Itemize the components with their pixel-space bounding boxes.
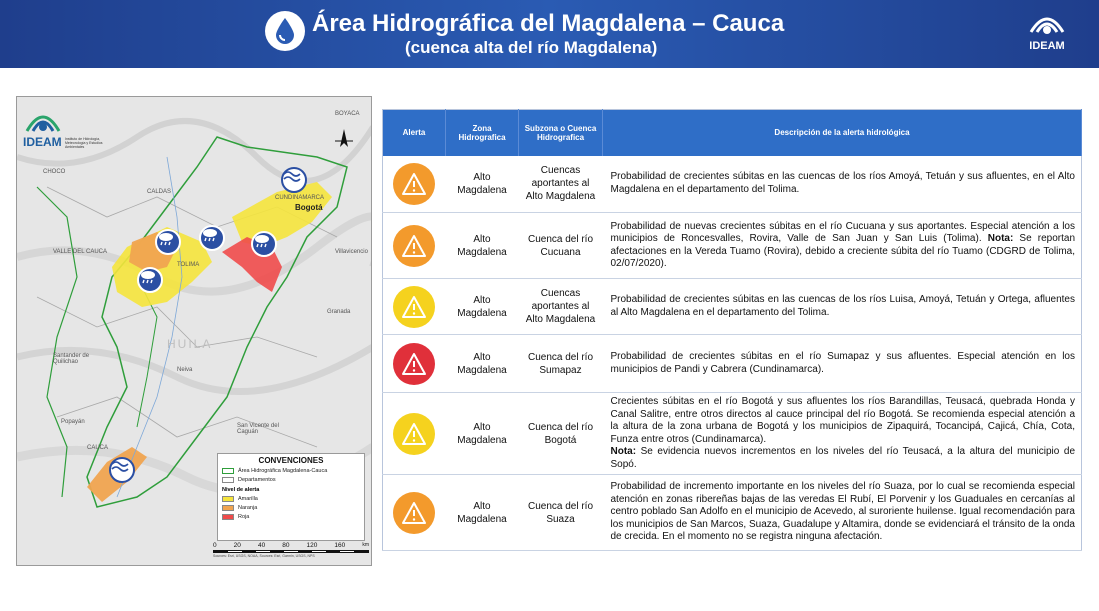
map-label-granada: Granada: [327, 309, 351, 315]
warning-icon: [393, 163, 435, 205]
description-cell: [603, 393, 1082, 475]
warning-icon: [393, 286, 435, 328]
description-cell: [603, 279, 1082, 335]
legend-swatch-naranja: [222, 505, 234, 511]
map-label-cundinamarca: CUNDINAMARCA: [275, 195, 325, 201]
description-text: Probabilidad de crecientes súbitas en las cuencas de los ríos Luisa, Amoyá, Tetuán y Ortega, afluentes al Alto Magdalena en el departamento del Tolima.: [610, 294, 1075, 318]
alert-table-grid: [382, 109, 1082, 551]
description-cell: [603, 156, 1082, 213]
header-alert: Alerta: [383, 110, 446, 156]
legend-level-title: Nivel de alerta: [222, 487, 260, 493]
alert-cell: [383, 335, 446, 393]
page-title: Área Hidrográfica del Magdalena – Cauca: [312, 10, 785, 37]
alert-cell: [383, 156, 446, 213]
table-row: [383, 279, 1082, 335]
header-subzone: Subzona o Cuenca Hidrografica: [519, 110, 603, 156]
ideam-logo-text: IDEAM: [1029, 40, 1065, 52]
description-text: Probabilidad de incremento importante en los niveles del río Suaza, por lo cual se recomienda especial atención en zonas ribereñas bajas de las veredas El Rubí, El Porvenir y los Guaduales en cercanías al centro poblado San Adolfo en el municipio de Acevedo, al suroriente huilense. Igual recomendación para los municipios de San Marcos, Suaza, Guadalupe y Altamira, donde se evidenciará el tránsito de la onda de crecida. En el momento no se registra ninguna afectación.: [610, 481, 1075, 543]
legend-item-naranja: [222, 505, 360, 511]
legend-item-departments: [222, 477, 360, 483]
header-description: Descripción de la alerta hidrológica: [603, 110, 1082, 156]
legend-label-amarilla: Amarilla: [238, 496, 258, 502]
table-row: [383, 475, 1082, 551]
scale-tick: 20: [233, 542, 241, 549]
legend-swatch-area: [222, 468, 234, 474]
scale-tick: 160: [334, 542, 346, 549]
map-scale-bar: [213, 542, 369, 564]
note-label: Nota:: [987, 233, 1014, 244]
map-label-caldas: CALDAS: [147, 189, 172, 195]
map-source-credit: Sources: Esri, USGS, NOAA, Sources: Esri, Garmin, USGS, NPS: [213, 554, 315, 558]
warning-icon: [393, 492, 435, 534]
warning-icon: [393, 413, 435, 455]
scale-unit: km: [362, 542, 369, 548]
note-label: Nota:: [610, 446, 637, 457]
alert-cell: [383, 213, 446, 279]
rain-cloud-icon: [137, 267, 163, 293]
subzone-cell: Cuenca del río Suaza: [519, 475, 603, 551]
legend-label-naranja: Naranja: [238, 505, 258, 511]
legend-item-amarilla: [222, 496, 360, 502]
subzone-cell: Cuenca del río Bogotá: [519, 393, 603, 475]
map-label-neiva: Neiva: [177, 367, 193, 373]
map-logo-word: IDEAM: [23, 135, 62, 149]
warning-icon: [393, 225, 435, 267]
subzone-cell: Cuencas aportantes al Alto Magdalena: [519, 156, 603, 213]
table-row: [383, 213, 1082, 279]
map-label-huila: HUILA: [167, 337, 213, 351]
map-label-cauca: CAUCA: [87, 445, 109, 451]
description-cell: [603, 335, 1082, 393]
flood-warning-icon: [281, 167, 307, 193]
header-zone: Zona Hidrografica: [446, 110, 519, 156]
description-text: Probabilidad de nuevas crecientes súbitas en el río Cucuana y sus aportantes. Especial atención a los municipios de Roncesvalles, Rovira, Valle de San Juan y San Luis (Tolima).: [610, 220, 1075, 244]
description-text: Crecientes súbitas en el río Bogotá y sus afluentes los ríos Barandillas, Teusacá, quebrada Honda y Canal Salitre, entre otros directos al cauce principal del río Bogotá. Se recomienda especial atención a la altura de la zona urbana de Bogotá y los municipios de Zipaquirá, Tocancipá, Cajicá, Chía, Cota, Funza entre otros (Cundinamarca).: [610, 396, 1075, 445]
map-label-santander: Santander de Quilichao: [53, 353, 90, 365]
zone-cell: Alto Magdalena: [446, 335, 519, 393]
legend-label-departments: Departamentos: [238, 477, 276, 483]
water-drop-icon: [265, 11, 305, 51]
alert-cell: [383, 475, 446, 551]
map-label-san-vicente: San Vicente del Caguán: [237, 423, 279, 435]
description-text: Probabilidad de crecientes súbitas en el río Sumapaz y sus afluentes. Especial atención en los municipios de Pandi y Cabrera (Cundinamarca).: [610, 351, 1075, 375]
map-label-villavicencio: Villavicencio: [335, 249, 368, 255]
table-row: [383, 156, 1082, 213]
legend-label-roja: Roja: [238, 514, 250, 520]
north-arrow-icon: [333, 127, 355, 155]
map-ideam-logo-icon: [23, 103, 63, 137]
subzone-cell: Cuenca del río Cucuana: [519, 213, 603, 279]
ideam-logo-icon: [1027, 12, 1067, 38]
zone-cell: Alto Magdalena: [446, 393, 519, 475]
legend-swatch-departments: [222, 477, 234, 483]
rain-cloud-icon: [251, 231, 277, 257]
scale-tick: 80: [282, 542, 290, 549]
legend-swatch-amarilla: [222, 496, 234, 502]
table-row: [383, 393, 1082, 475]
flood-warning-icon: [109, 457, 135, 483]
zone-cell: Alto Magdalena: [446, 475, 519, 551]
legend-item-area: [222, 468, 360, 474]
zone-cell: Alto Magdalena: [446, 279, 519, 335]
page-subtitle: (cuenca alta del río Magdalena): [405, 38, 658, 57]
zone-cell: Alto Magdalena: [446, 213, 519, 279]
alert-cell: [383, 279, 446, 335]
scale-tick: 120: [306, 542, 318, 549]
map-label-popayan: Popayán: [61, 419, 85, 425]
description-text: Probabilidad de crecientes súbitas en las cuencas de los ríos Amoyá, Tetuán y sus afluentes, en el Alto Magdalena en el departamento del Tolima.: [610, 171, 1075, 195]
scale-tick: 0: [213, 542, 217, 549]
legend-title: CONVENCIONES: [258, 456, 324, 465]
map-label-bogota: Bogotá: [295, 203, 323, 212]
table-row: [383, 335, 1082, 393]
subzone-cell: Cuencas aportantes al Alto Magdalena: [519, 279, 603, 335]
map-label-valle: VALLE DEL CAUCA: [53, 249, 108, 255]
map-logo-description: Instituto de Hidrología, Meteorología y Estudios Ambientales: [65, 137, 103, 149]
map-label-boyaca: BOYACA: [335, 111, 360, 117]
legend-label-area: Área Hidrográfica Magdalena-Cauca: [238, 468, 328, 474]
rain-cloud-icon: [199, 225, 225, 251]
map-label-choco: CHOCO: [43, 169, 66, 175]
scale-bar-graphic: [213, 550, 369, 553]
legend-swatch-roja: [222, 514, 234, 520]
legend-item-roja: [222, 514, 360, 520]
warning-icon: [393, 343, 435, 385]
zone-cell: Alto Magdalena: [446, 156, 519, 213]
map-label-tolima: TOLIMA: [177, 262, 200, 268]
description-cell: [603, 475, 1082, 551]
alert-cell: [383, 393, 446, 475]
note-text: Se evidencia nuevos incrementos en los niveles del río Teusacá, a la altura del municipio de Sopó.: [610, 446, 1075, 470]
description-cell: [603, 213, 1082, 279]
note-text: Se reportan afectaciones en la Vereda Tuamo (Rovira), debido a creciente súbita del río Tuamo (CDGRD de Tolima, 02/07/2020).: [610, 233, 1076, 269]
ideam-logo: [1020, 12, 1074, 62]
table-header-row: [383, 110, 1082, 156]
scale-tick: 40: [257, 542, 266, 549]
alert-map: [16, 96, 372, 566]
alert-table: [382, 109, 1081, 551]
rain-cloud-icon: [155, 229, 181, 255]
map-legend: [217, 453, 365, 541]
scale-labels: [213, 542, 369, 549]
header-banner: [0, 0, 1099, 68]
subzone-cell: Cuenca del río Sumapaz: [519, 335, 603, 393]
